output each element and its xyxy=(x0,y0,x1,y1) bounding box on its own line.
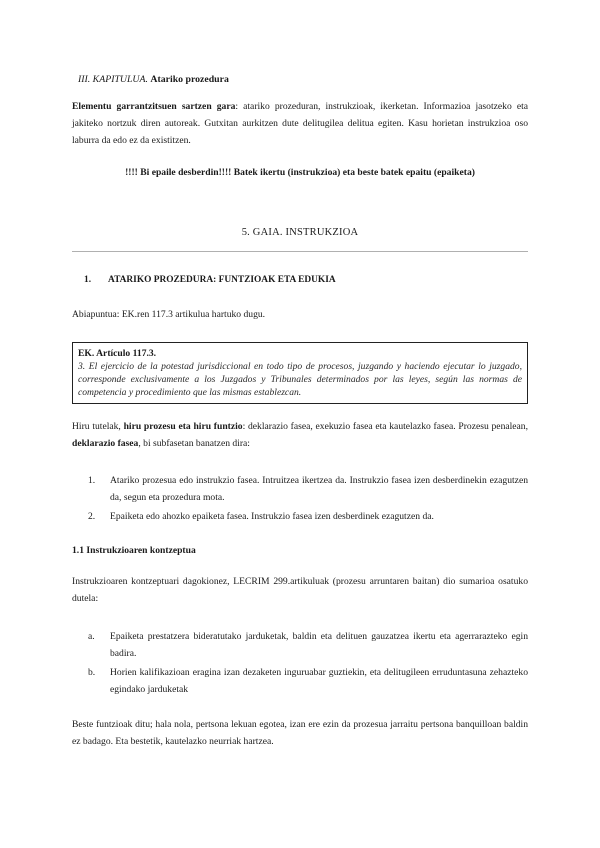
list-item xyxy=(88,508,528,525)
abiapuntua-paragraph: Abiapuntua: EK.ren 117.3 artikulua hartuko dugu. xyxy=(72,309,266,320)
instr-paragraph: Instrukzioaren kontzeptuari dagokionez, LECRIM 299.artikuluak (prozesu arruntaren baitan) dio sumarioa osatuko dutela: xyxy=(72,576,528,604)
list-text: Atariko prozesua edo instrukzio fasea. Intruitzea ikertzea da. Instrukzio fasea izen desberdinekin ezagutzen da, segun eta prozedura mota. xyxy=(110,475,528,503)
warning-line: !!!! Bi epaile desberdin!!!! Batek ikertu (instrukzioa) eta beste batek epaitu (epaiketa) xyxy=(125,167,475,178)
title-divider xyxy=(72,251,528,252)
chapter-title: Atariko prozedura xyxy=(150,74,229,85)
intro-bold: Elementu garrantzitsuen sartzen gara xyxy=(72,101,236,112)
quote-box xyxy=(72,342,528,404)
quote-heading: EK. Artículo 117.3. xyxy=(78,348,157,359)
chapter-prefix: III. KAPITULUA. xyxy=(78,74,148,85)
hiru-text-3: , bi subfasetan banatzen dira: xyxy=(138,438,250,449)
list-marker: a. xyxy=(88,631,95,642)
beste-paragraph: Beste funtzioak ditu; hala nola, pertsona lekuan egotea, izan ere ezin da prozesua jarraitu pertsona banquilloan baldin ez badago. Eta bestetik, kautelazko neurriak hartzea. xyxy=(72,719,528,747)
list-item xyxy=(88,628,528,662)
chapter-heading xyxy=(78,71,229,88)
list-marker: b. xyxy=(88,667,96,678)
hiru-bold-1: hiru prozesu eta hiru funtzio xyxy=(123,421,243,432)
list-marker: 1. xyxy=(88,475,96,486)
section-number: 1. xyxy=(84,275,92,285)
list-text: Epaiketa prestatzera bideratutako jarduketak, baldin eta delituen gauzatzea ikertu eta agerrarazteko egin badira. xyxy=(110,631,528,659)
list-text: Horien kalifikazioan eragina izan dezaketen inguruabar guztiekin, eta delitugileen erruduntasuna zehazteko egindako jarduketak xyxy=(110,667,528,695)
subsection-heading: 1.1 Instrukzioaren kontzeptua xyxy=(72,545,196,556)
numbered-list xyxy=(88,472,528,525)
letter-list xyxy=(88,628,528,698)
section-heading xyxy=(84,272,336,289)
gaia-title: 5. GAIA. INSTRUKZIOA xyxy=(241,227,359,238)
list-marker: 2. xyxy=(88,511,96,522)
section-title: ATARIKO PROZEDURA: FUNTZIOAK ETA EDUKIA xyxy=(108,275,336,285)
list-text: Epaiketa edo ahozko epaiketa fasea. Instrukzio fasea izen desberdinek ezagutzen da. xyxy=(110,511,434,522)
hiru-paragraph xyxy=(72,418,528,452)
hiru-text-2: : deklarazio fasea, exekuzio fasea eta kautelazko fasea. Prozesu penalean, xyxy=(242,421,528,432)
quote-text: 3. El ejercicio de la potestad jurisdiccional en todo tipo de procesos, juzgando y haciendo ejecutar lo juzgado, corresponde exclusivamente a los Juzgados y Tribunales determinados por las leyes, según las normas de competencia y procedimiento que las mismas establezcan. xyxy=(78,361,522,398)
intro-paragraph xyxy=(72,98,528,149)
hiru-text-1: Hiru tutelak, xyxy=(72,421,124,432)
list-item xyxy=(88,664,528,698)
hiru-bold-2: deklarazio fasea xyxy=(72,438,139,449)
intro-text: : atariko prozeduran, instrukzioak, ikerketan. Informazioa jasotzeko eta jakiteko nortzuk diren autoreak. Gutxitan aurkitzen dute delitugilea delitua egiten. Kasu horietan instrukzioa oso laburra da edo ez da existitzen. xyxy=(72,101,528,146)
list-item xyxy=(88,472,528,506)
